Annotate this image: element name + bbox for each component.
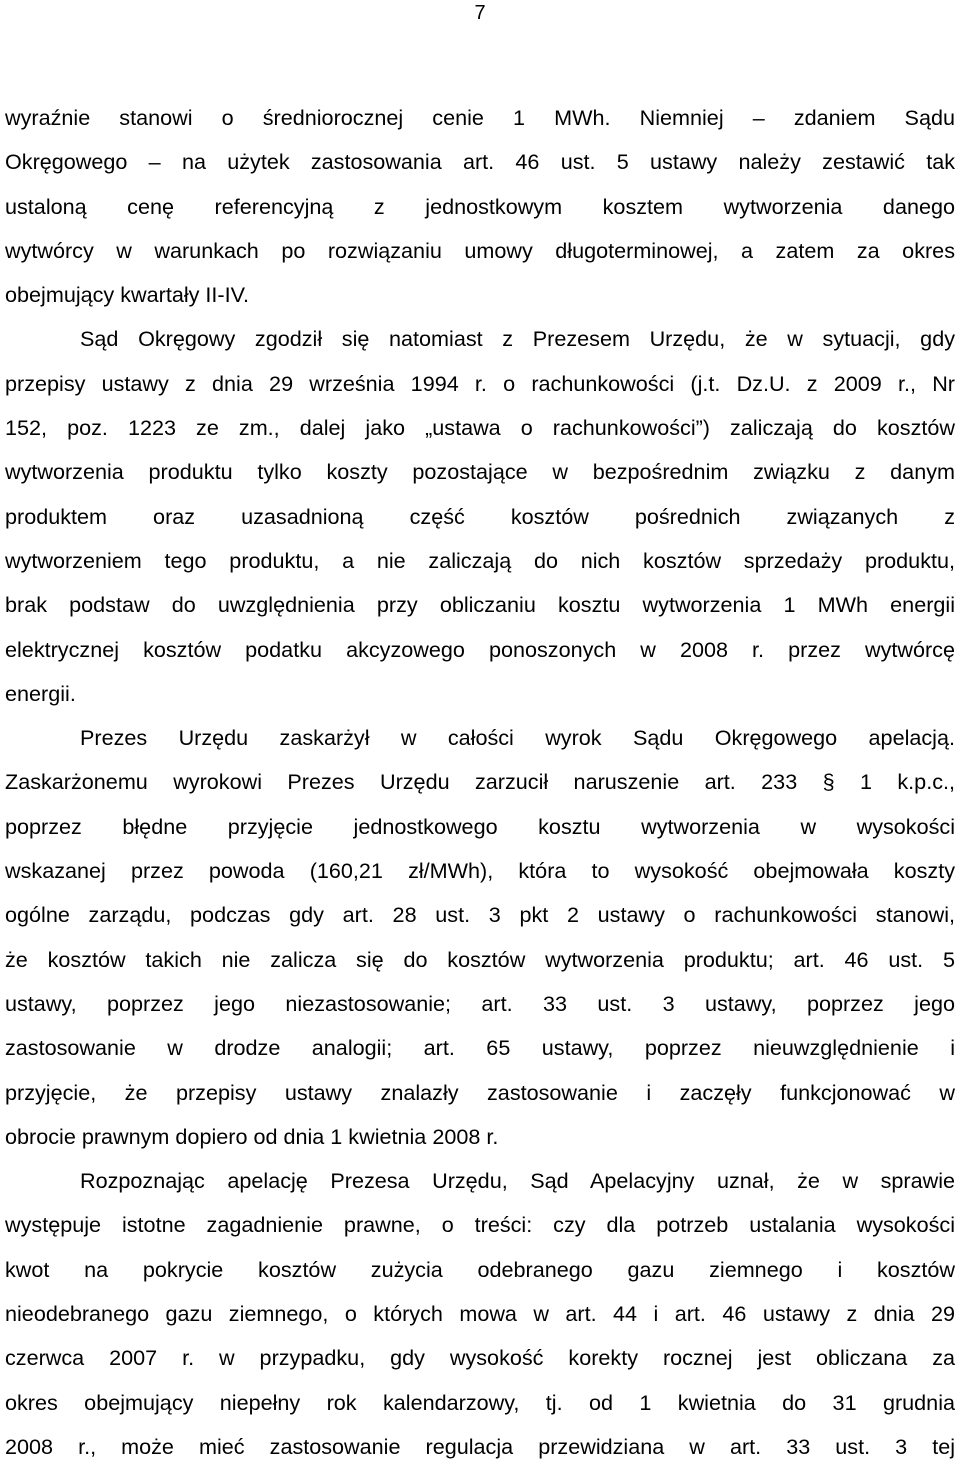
text-line: brak podstaw do uwzględnienia przy obliczaniu kosztu wytworzenia 1 MWh energii <box>5 592 955 618</box>
text-line: okres obejmujący niepełny rok kalendarzowy, tj. od 1 kwietnia do 31 grudnia <box>5 1389 955 1415</box>
text-line: obejmujący kwartały II-IV. <box>5 282 250 308</box>
text-line: Okręgowego – na użytek zastosowania art. 46 ust. 5 ustawy należy zestawić tak <box>5 149 955 175</box>
text-line: poprzez błędne przyjęcie jednostkowego kosztu wytworzenia w wysokości <box>5 813 955 839</box>
text-line: ustawy, poprzez jego niezastosowanie; art. 33 ust. 3 ustawy, poprzez jego <box>5 990 955 1016</box>
text-line: kwot na pokrycie kosztów zużycia odebranego gazu ziemnego i kosztów <box>5 1256 955 1282</box>
text-line: Sąd Okręgowy zgodził się natomiast z Prezesem Urzędu, że w sytuacji, gdy <box>80 326 955 352</box>
text-line: nieodebranego gazu ziemnego, o których mowa w art. 44 i art. 46 ustawy z dnia 29 <box>5 1301 955 1327</box>
text-line: obrocie prawnym dopiero od dnia 1 kwietnia 2008 r. <box>5 1123 499 1149</box>
text-line: wytworzenia produktu tylko koszty pozostające w bezpośrednim związku z danym <box>5 459 955 485</box>
text-line: 2008 r., może mieć zastosowanie regulacja przewidziana w art. 33 ust. 3 tej <box>5 1433 955 1459</box>
text-line: wytworzeniem tego produktu, a nie zaliczają do nich kosztów sprzedaży produktu, <box>5 547 955 573</box>
document-body <box>5 96 955 1469</box>
paragraph-3 <box>5 716 955 1159</box>
text-line: wyraźnie stanowi o średniorocznej cenie 1 MWh. Niemniej – zdaniem Sądu <box>5 105 955 130</box>
text-line: że kosztów takich nie zalicza się do kosztów wytworzenia produktu; art. 46 ust. 5 <box>5 946 955 972</box>
text-line: energii. <box>5 680 76 706</box>
text-line: występuje istotne zagadnienie prawne, o treści: czy dla potrzeb ustalania wysokości <box>5 1212 955 1238</box>
page-number: 7 <box>474 2 486 24</box>
text-line: przepisy ustawy z dnia 29 września 1994 r. o rachunkowości (j.t. Dz.U. z 2009 r., Nr <box>5 370 955 396</box>
text-line: wytwórcy w warunkach po rozwiązaniu umowy długoterminowej, a zatem za okres <box>5 237 955 263</box>
paragraph-4 <box>5 1159 955 1469</box>
paragraph-2 <box>5 317 955 716</box>
text-line: ustaloną cenę referencyjną z jednostkowym kosztem wytworzenia danego <box>5 193 955 219</box>
text-line: Rozpoznając apelację Prezesa Urzędu, Sąd Apelacyjny uznał, że w sprawie <box>80 1168 955 1194</box>
paragraph-1 <box>5 96 955 317</box>
text-line: wskazanej przez powoda (160,21 zł/MWh), która to wysokość obejmowała koszty <box>5 858 955 884</box>
text-line: produktem oraz uzasadnioną część kosztów pośrednich związanych z <box>5 503 955 529</box>
text-line: czerwca 2007 r. w przypadku, gdy wysokość korekty rocznej jest obliczana za <box>5 1345 955 1371</box>
text-line: 152, poz. 1223 ze zm., dalej jako „ustawa o rachunkowości”) zaliczają do kosztów <box>5 415 955 441</box>
text-line: Prezes Urzędu zaskarżył w całości wyrok Sądu Okręgowego apelacją. <box>80 725 955 751</box>
text-line: zastosowanie w drodze analogii; art. 65 ustawy, poprzez nieuwzględnienie i <box>5 1035 955 1061</box>
text-line: elektrycznej kosztów podatku akcyzowego ponoszonych w 2008 r. przez wytwórcę <box>5 636 955 662</box>
text-line: Zaskarżonemu wyrokowi Prezes Urzędu zarzucił naruszenie art. 233 § 1 k.p.c., <box>5 769 955 795</box>
text-line: ogólne zarządu, podczas gdy art. 28 ust. 3 pkt 2 ustawy o rachunkowości stanowi, <box>5 902 955 928</box>
text-line: przyjęcie, że przepisy ustawy znalazły zastosowanie i zaczęły funkcjonować w <box>5 1079 955 1105</box>
